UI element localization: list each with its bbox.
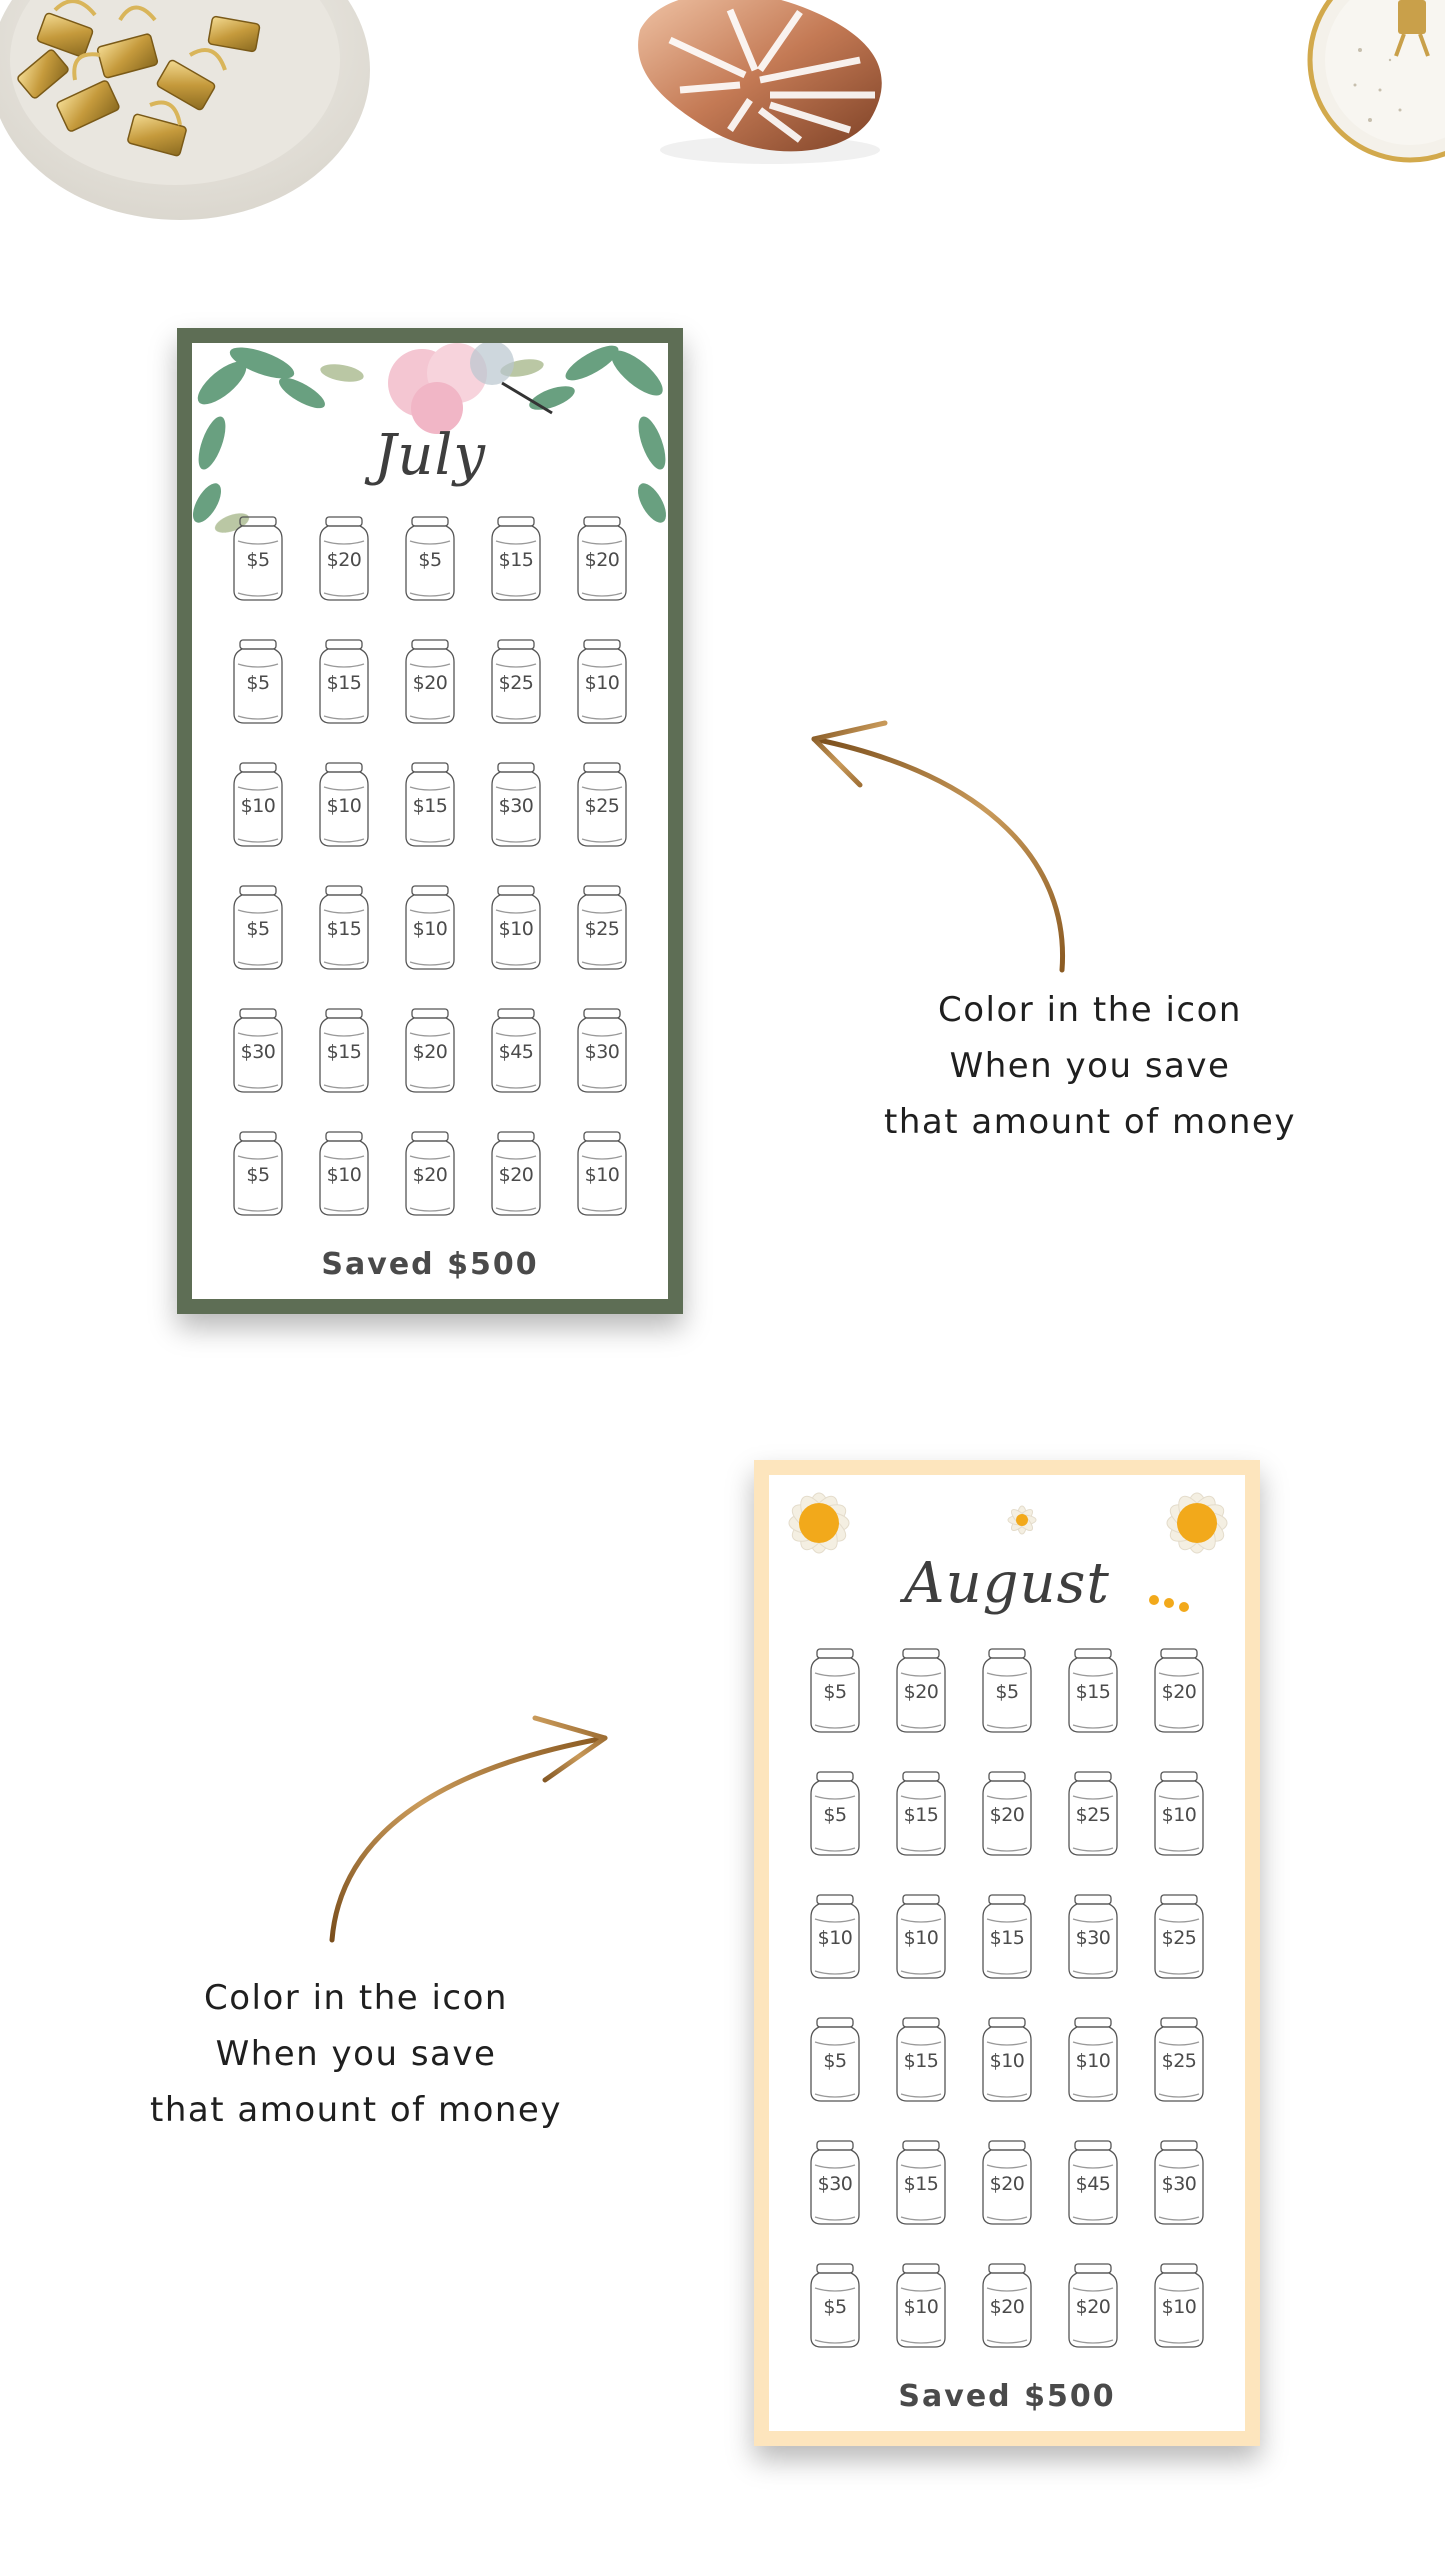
savings-jar[interactable] <box>230 1007 286 1094</box>
saved-total: Saved $500 <box>321 1247 539 1282</box>
jar-amount: $15 <box>326 672 362 694</box>
jar-amount: $5 <box>995 1681 1019 1703</box>
savings-jar[interactable] <box>807 1647 863 1734</box>
jar-amount: $30 <box>817 2173 853 2195</box>
savings-jar[interactable] <box>488 638 544 725</box>
savings-jar[interactable] <box>488 884 544 971</box>
savings-jar[interactable] <box>230 638 286 725</box>
savings-jar[interactable] <box>1065 2262 1121 2349</box>
savings-jar[interactable] <box>893 2262 949 2349</box>
jar-amount: $5 <box>246 672 270 694</box>
savings-jar[interactable] <box>893 2016 949 2103</box>
jar-grid <box>807 1647 1207 2349</box>
savings-jar[interactable] <box>402 515 458 602</box>
jar-amount: $15 <box>989 1927 1025 1949</box>
savings-jar[interactable] <box>316 1007 372 1094</box>
jar-amount: $20 <box>412 1164 448 1186</box>
savings-jar[interactable] <box>893 1647 949 1734</box>
savings-jar[interactable] <box>1065 1893 1121 1980</box>
savings-jar[interactable] <box>893 1770 949 1857</box>
jar-amount: $10 <box>326 1164 362 1186</box>
jar-amount: $10 <box>412 918 448 940</box>
savings-jar[interactable] <box>574 761 630 848</box>
jar-amount: $30 <box>240 1041 276 1063</box>
jar-amount: $15 <box>326 918 362 940</box>
note-line: that amount of money <box>884 1102 1296 1142</box>
jar-amount: $15 <box>903 2050 939 2072</box>
jar-amount: $20 <box>584 549 620 571</box>
jar-amount: $15 <box>498 549 534 571</box>
savings-jar[interactable] <box>979 1770 1035 1857</box>
jar-amount: $20 <box>903 1681 939 1703</box>
jar-amount: $10 <box>1161 2296 1197 2318</box>
savings-jar[interactable] <box>1151 2139 1207 2226</box>
savings-jar[interactable] <box>230 515 286 602</box>
instruction-note <box>880 982 1300 1150</box>
jar-amount: $5 <box>418 549 442 571</box>
jar-amount: $10 <box>903 2296 939 2318</box>
card-title: August <box>904 1551 1110 1616</box>
jar-amount: $10 <box>989 2050 1025 2072</box>
jar-amount: $30 <box>584 1041 620 1063</box>
savings-jar[interactable] <box>402 761 458 848</box>
saved-total: Saved $500 <box>898 2379 1116 2414</box>
savings-jar[interactable] <box>488 761 544 848</box>
jar-amount: $15 <box>903 1804 939 1826</box>
jar-amount: $20 <box>412 1041 448 1063</box>
savings-jar[interactable] <box>574 638 630 725</box>
jar-amount: $15 <box>1075 1681 1111 1703</box>
savings-jar[interactable] <box>979 2262 1035 2349</box>
jar-amount: $10 <box>584 672 620 694</box>
jar-amount: $5 <box>823 2050 847 2072</box>
savings-jar[interactable] <box>574 1130 630 1217</box>
jar-amount: $20 <box>989 2173 1025 2195</box>
savings-jar[interactable] <box>979 1893 1035 1980</box>
binder-clips-bowl-icon <box>0 0 380 230</box>
jar-amount: $25 <box>1075 1804 1111 1826</box>
jar-amount: $20 <box>1161 1681 1197 1703</box>
monstera-leaf-icon <box>620 0 920 170</box>
july-savings-card <box>177 328 683 1314</box>
savings-jar[interactable] <box>807 1893 863 1980</box>
savings-jar[interactable] <box>316 638 372 725</box>
jar-amount: $10 <box>903 1927 939 1949</box>
jar-amount: $25 <box>584 918 620 940</box>
jar-amount: $20 <box>989 1804 1025 1826</box>
savings-jar[interactable] <box>402 638 458 725</box>
jar-amount: $5 <box>246 549 270 571</box>
savings-jar[interactable] <box>402 1007 458 1094</box>
savings-jar[interactable] <box>316 884 372 971</box>
savings-jar[interactable] <box>574 884 630 971</box>
savings-jar[interactable] <box>230 761 286 848</box>
savings-jar[interactable] <box>1065 2139 1121 2226</box>
jar-amount: $20 <box>1075 2296 1111 2318</box>
jar-grid <box>230 515 630 1217</box>
savings-jar[interactable] <box>316 515 372 602</box>
jar-amount: $5 <box>823 2296 847 2318</box>
jar-amount: $25 <box>1161 2050 1197 2072</box>
jar-amount: $45 <box>498 1041 534 1063</box>
savings-jar[interactable] <box>1065 1647 1121 1734</box>
savings-jar[interactable] <box>979 2139 1035 2226</box>
august-savings-card <box>754 1460 1260 2446</box>
jar-amount: $10 <box>498 918 534 940</box>
savings-jar[interactable] <box>316 761 372 848</box>
card-title: July <box>373 423 487 488</box>
savings-jar[interactable] <box>574 515 630 602</box>
savings-jar[interactable] <box>893 1893 949 1980</box>
jar-amount: $15 <box>903 2173 939 2195</box>
jar-amount: $10 <box>326 795 362 817</box>
jar-amount: $20 <box>412 672 448 694</box>
savings-jar[interactable] <box>402 884 458 971</box>
savings-jar[interactable] <box>807 1770 863 1857</box>
curved-arrow-icon <box>320 1700 620 1960</box>
instruction-note <box>146 1970 566 2138</box>
savings-jar[interactable] <box>230 1130 286 1217</box>
note-line: When you save <box>215 2034 497 2074</box>
jar-amount: $20 <box>498 1164 534 1186</box>
note-line: When you save <box>949 1046 1231 1086</box>
jar-amount: $30 <box>498 795 534 817</box>
savings-jar[interactable] <box>488 515 544 602</box>
savings-jar[interactable] <box>979 1647 1035 1734</box>
savings-jar[interactable] <box>316 1130 372 1217</box>
jar-amount: $30 <box>1161 2173 1197 2195</box>
jar-amount: $20 <box>989 2296 1025 2318</box>
jar-amount: $25 <box>1161 1927 1197 1949</box>
savings-jar[interactable] <box>1151 2016 1207 2103</box>
jar-amount: $10 <box>240 795 276 817</box>
savings-jar[interactable] <box>488 1007 544 1094</box>
savings-jar[interactable] <box>402 1130 458 1217</box>
savings-jar[interactable] <box>574 1007 630 1094</box>
savings-jar[interactable] <box>1065 2016 1121 2103</box>
savings-jar[interactable] <box>807 2262 863 2349</box>
jar-amount: $25 <box>584 795 620 817</box>
savings-jar[interactable] <box>230 884 286 971</box>
savings-jar[interactable] <box>1151 1770 1207 1857</box>
savings-jar[interactable] <box>488 1130 544 1217</box>
jar-amount: $15 <box>326 1041 362 1063</box>
jar-amount: $5 <box>823 1804 847 1826</box>
jar-amount: $10 <box>1075 2050 1111 2072</box>
jar-amount: $15 <box>412 795 448 817</box>
savings-jar[interactable] <box>1151 2262 1207 2349</box>
jar-amount: $10 <box>1161 1804 1197 1826</box>
jar-amount: $5 <box>246 1164 270 1186</box>
savings-jar[interactable] <box>1065 1770 1121 1857</box>
jar-amount: $5 <box>823 1681 847 1703</box>
savings-jar[interactable] <box>979 2016 1035 2103</box>
gold-dish-icon <box>1300 0 1445 170</box>
savings-jar[interactable] <box>1151 1893 1207 1980</box>
jar-amount: $30 <box>1075 1927 1111 1949</box>
curved-arrow-icon <box>800 715 1080 985</box>
jar-amount: $10 <box>817 1927 853 1949</box>
jar-amount: $45 <box>1075 2173 1111 2195</box>
savings-jar[interactable] <box>893 2139 949 2226</box>
savings-jar[interactable] <box>807 2139 863 2226</box>
note-line: Color in the icon <box>204 1978 508 2018</box>
savings-jar[interactable] <box>1151 1647 1207 1734</box>
note-line: Color in the icon <box>938 990 1242 1030</box>
savings-jar[interactable] <box>807 2016 863 2103</box>
jar-amount: $10 <box>584 1164 620 1186</box>
jar-amount: $20 <box>326 549 362 571</box>
jar-amount: $5 <box>246 918 270 940</box>
jar-amount: $25 <box>498 672 534 694</box>
note-line: that amount of money <box>150 2090 562 2130</box>
